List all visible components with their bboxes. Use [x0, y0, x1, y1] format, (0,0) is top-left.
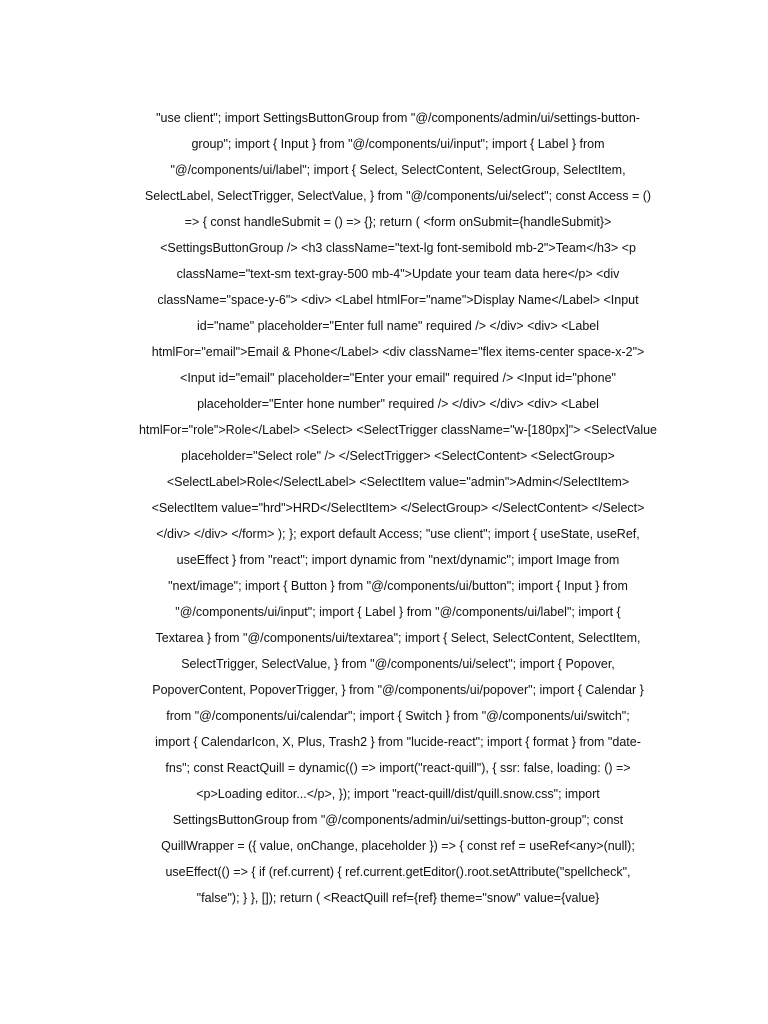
document-body-text: "use client"; import SettingsButtonGroup from "@/components/admin/ui/settings-button- group"; import { Input } from "@/components/ui/input"; import { Label } from "@/components/ui/label"; import { Select, SelectContent, SelectGroup, SelectItem, SelectLabel, SelectTrigger, SelectValue, } from "@/components/ui/select"; const Access = () => { const handleSubmit = () => {}; return ( <form onSubmit={handleSubmit}> <SettingsButtonGroup /> <h3 className="text-lg font-semibold mb-2">Team</h3> <p className="text-sm text-gray-500 mb-4">Update your team data here</p> <div className="space-y-6"> <div> <Label htmlFor="name">Display Name</Label> <Input id="name" placeholder="Enter full name" required /> </div> <div> <Label htmlFor="email">Email & Phone</Label> <div className="flex items-center space-x-2"> <Input id="email" placeholder="Enter your email" required /> <Input id="phone" placeholder="Enter hone number" required /> </div> </div> <div> <Label htmlFor="role">Role</Label> <Select> <SelectTrigger className="w-[180px]"> <SelectValue placeholder="Select role" /> </SelectTrigger> <SelectContent> <SelectGroup> <SelectLabel>Role</SelectLabel> <SelectItem value="admin">Admin</SelectItem> <SelectItem value="hrd">HRD</SelectItem> </SelectGroup> </SelectContent> </Select> </div> </div> </form> ); }; export default Access; "use client"; import { useState, useRef, useEffect } from "react"; import dynamic from "next/dynamic"; import Image from "next/image"; import { Button } from "@/components/ui/button"; import { Input } from "@/components/ui/input"; import { Label } from "@/components/ui/label"; import { Textarea } from "@/components/ui/textarea"; import { Select, SelectContent, SelectItem, SelectTrigger, SelectValue, } from "@/components/ui/select"; import { Popover, PopoverContent, PopoverTrigger, } from "@/components/ui/popover"; import { Calendar } from "@/components/ui/calendar"; import { Switch } from "@/components/ui/switch"; import { CalendarIcon, X, Plus, Trash2 } from "lucide-react"; import { format } from "date- fns"; const ReactQuill = dynamic(() => import("react-quill"), { ssr: false, loading: () => <p>Loading editor...</p>, }); import "react-quill/dist/quill.snow.css"; import SettingsButtonGroup from "@/components/admin/ui/settings-button-group"; const QuillWrapper = ({ value, onChange, placeholder }) => { const ref = useRef<any>(null); useEffect(() => { if (ref.current) { ref.current.getEditor().root.setAttribute("spellcheck", "false"); } }, []); return ( <ReactQuill ref={ref} theme="snow" value={value}	[138, 111, 658, 905]
